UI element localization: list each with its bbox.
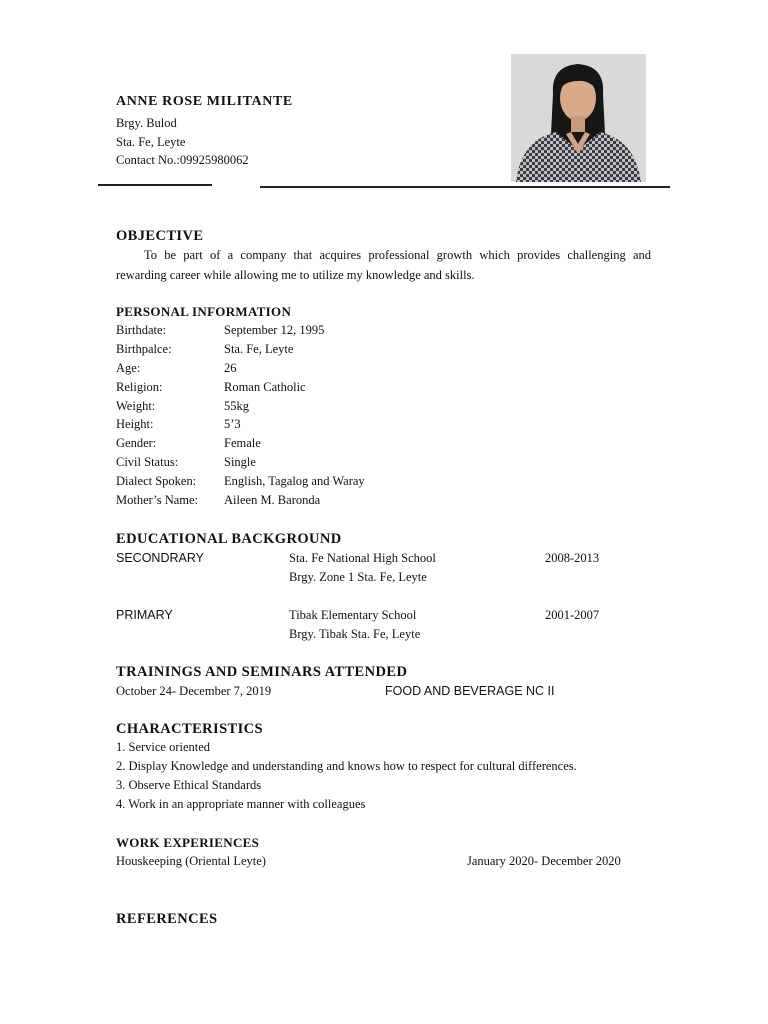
secondary-school-name: Sta. Fe National High School (289, 551, 436, 565)
secondary-years: 2008-2013 (545, 551, 600, 565)
birthdate-label: Birthdate: (116, 323, 166, 337)
characteristic-item: 3. Observe Ethical Standards (116, 778, 262, 792)
weight-value: 55kg (224, 399, 249, 413)
references-heading: REFERENCES (116, 911, 218, 927)
birthplace-value: Sta. Fe, Leyte (224, 342, 294, 356)
height-value: 5’3 (224, 417, 241, 431)
work-position: Houskeeping (Oriental Leyte) (116, 854, 266, 868)
birthplace-label: Birthpalce: (116, 342, 172, 356)
weight-label: Weight: (116, 399, 156, 413)
primary-school-address: Brgy. Tibak Sta. Fe, Leyte (289, 627, 421, 641)
mother-name-label: Mother’s Name: (116, 493, 199, 507)
work-period: January 2020- December 2020 (467, 854, 621, 868)
personal-info-heading: PERSONAL INFORMATION (116, 304, 292, 319)
work-experience-heading: WORK EXPERIENCES (116, 835, 260, 850)
education-level-primary: PRIMARY (116, 608, 173, 622)
civil-status-value: Single (224, 455, 256, 469)
mother-name-value: Aileen M. Baronda (224, 493, 321, 507)
training-title: FOOD AND BEVERAGE NC II (385, 684, 555, 698)
gender-value: Female (224, 436, 261, 450)
gender-label: Gender: (116, 436, 157, 450)
address-line-2: Sta. Fe, Leyte (116, 135, 186, 149)
primary-years: 2001-2007 (545, 608, 600, 622)
objective-heading: OBJECTIVE (116, 228, 204, 244)
education-level-secondary: SECONDRARY (116, 551, 204, 565)
religion-value: Roman Catholic (224, 380, 306, 394)
trainings-heading: TRAININGS AND SEMINARS ATTENDED (116, 664, 408, 680)
civil-status-label: Civil Status: (116, 455, 179, 469)
applicant-name: ANNE ROSE MILITANTE (116, 94, 293, 109)
header-divider-right (260, 186, 670, 188)
religion-label: Religion: (116, 380, 163, 394)
characteristics-heading: CHARACTERISTICS (116, 721, 264, 737)
training-date: October 24- December 7, 2019 (116, 684, 272, 698)
header-divider-left (98, 184, 212, 186)
height-label: Height: (116, 417, 154, 431)
primary-school-name: Tibak Elementary School (289, 608, 417, 622)
objective-text: To be part of a company that acquires professional growth which provides challenging and rewarding career while allowing me to utilize my knowledge and skills. (116, 248, 651, 282)
birthdate-value: September 12, 1995 (224, 323, 325, 337)
characteristic-item: 1. Service oriented (116, 740, 211, 754)
characteristic-item: 4. Work in an appropriate manner with colleagues (116, 797, 366, 811)
address-line-1: Brgy. Bulod (116, 116, 177, 130)
secondary-school-address: Brgy. Zone 1 Sta. Fe, Leyte (289, 570, 427, 584)
contact-number: Contact No.:09925980062 (116, 153, 249, 167)
age-value: 26 (224, 361, 237, 375)
profile-photo (511, 54, 646, 182)
age-label: Age: (116, 361, 141, 375)
education-heading: EDUCATIONAL BACKGROUND (116, 531, 342, 547)
characteristic-item: 2. Display Knowledge and understanding and knows how to respect for cultural differences. (116, 759, 577, 773)
dialect-label: Dialect Spoken: (116, 474, 197, 488)
portrait-image (511, 54, 646, 182)
dialect-value: English, Tagalog and Waray (224, 474, 365, 488)
